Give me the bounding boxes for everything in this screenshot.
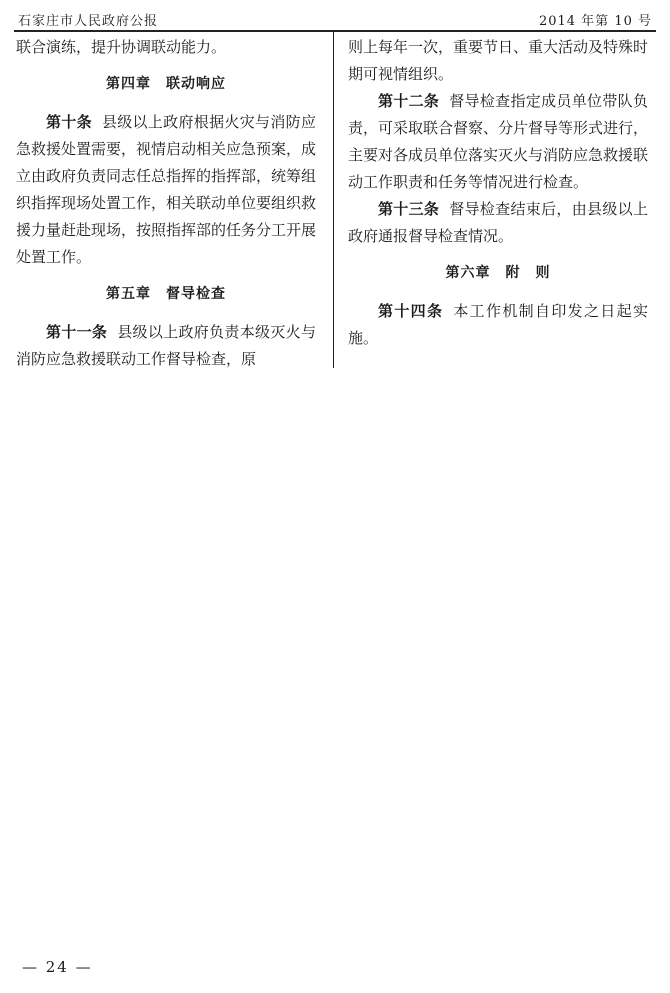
continuation-paragraph: 联合演练，提升协调联动能力。: [16, 38, 227, 56]
article-14-text: 本工作机制自印发之日起实施。: [348, 302, 648, 347]
continuation-paragraph: 则上每年一次，重要节日、重大活动及特殊时期可视情组织。: [348, 38, 649, 83]
issue-number: 2014 年第 10 号: [538, 14, 652, 29]
column-divider: [333, 30, 334, 368]
article-14-title: 第十四条: [378, 302, 444, 320]
publication-title: 石家庄市人民政府公报: [18, 14, 159, 29]
article-11: [16, 319, 316, 373]
article-10: [16, 109, 316, 271]
article-12-text: 督导检查指定成员单位带队负责，可采取联合督察、分片督导等形式进行，主要对各成员单位落实灭火与消防应急救援联动工作职责和任务等情况进行检查。: [348, 92, 649, 191]
article-13-title: 第十三条: [378, 200, 440, 218]
article-11-text: 县级以上政府负责本级灭火与消防应急救援联动工作督导检查，原: [16, 323, 316, 368]
chapter-heading-4: 第四章 联动响应: [106, 76, 226, 92]
page-number: — 24 —: [22, 958, 93, 976]
article-11-title: 第十一条: [46, 323, 108, 341]
page-header: [14, 8, 656, 32]
article-10-text: 县级以上政府根据火灾与消防应急救援处置需要，视情启动相关应急预案，成立由政府负责同志任总指挥的指挥部，统筹组织指挥现场处置工作，相关联动单位要组织救援力量赶赴现场，按照指挥部的任务分工开展处置工作。: [16, 113, 317, 266]
article-10-title: 第十条: [46, 113, 92, 131]
right-column: [348, 34, 648, 352]
article-13-text: 督导检查结束后，由县级以上政府通报督导检查情况。: [348, 200, 648, 245]
chapter-heading-5: 第五章 督导检查: [106, 286, 226, 302]
article-14: [348, 298, 648, 352]
left-column: [16, 34, 316, 373]
article-13: [348, 196, 648, 250]
article-12: [348, 88, 648, 196]
article-12-title: 第十二条: [378, 92, 440, 110]
chapter-heading-6: 第六章 附 则: [445, 265, 551, 281]
